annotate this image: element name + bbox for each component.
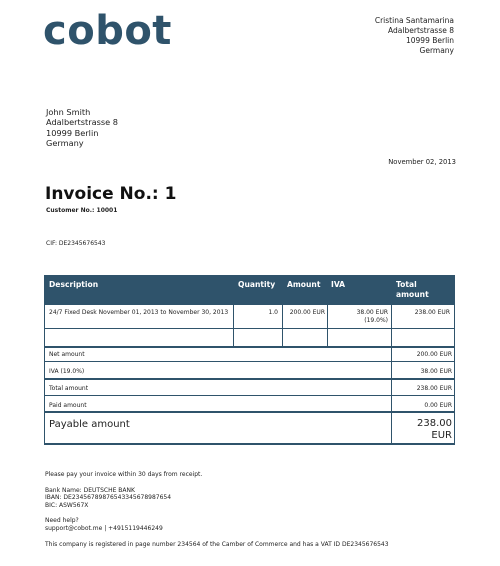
net-amount-value: 200.00 EUR: [416, 351, 452, 358]
item-amount: 200.00 EUR: [289, 309, 325, 316]
paid-amount-value: 0.00 EUR: [424, 402, 452, 409]
table-border: [282, 305, 283, 347]
total-amount-value: 238.00 EUR: [416, 385, 452, 392]
paid-amount-label: Paid amount: [49, 402, 87, 409]
recipient-city: 10999 Berlin: [46, 127, 99, 138]
item-total: 238.00 EUR: [414, 309, 450, 316]
table-border: [44, 443, 455, 445]
table-border: [44, 305, 45, 347]
payable-amount-value: 238.00 EUR: [417, 418, 452, 441]
recipient-country: Germany: [46, 137, 84, 148]
header-description: Description: [49, 280, 99, 289]
sender-address: [375, 16, 454, 56]
sender-city: 10999 Berlin: [405, 36, 454, 45]
table-header: [44, 275, 455, 305]
header-quantity: Quantity: [238, 280, 276, 289]
table-border: [44, 395, 455, 396]
header-iva: IVA: [331, 280, 346, 289]
sender-country: Germany: [419, 46, 454, 55]
table-border: [44, 328, 455, 329]
sender-street: Adalbertstrasse 8: [388, 26, 454, 35]
table-border: [44, 346, 455, 348]
invoice-title: Invoice No.: 1: [45, 184, 177, 204]
header-amount: Amount: [287, 280, 321, 289]
cif-number: CIF: DE2345676543: [46, 240, 106, 247]
table-border: [391, 305, 392, 347]
recipient-name: John Smith: [46, 107, 91, 117]
support-contact: support@cobot.me | +4915119446249: [45, 524, 163, 532]
iva-value: 38.00 EUR: [420, 368, 452, 375]
recipient-address: [46, 107, 118, 148]
invoice-footer: [45, 471, 389, 548]
recipient-street: Adalbertstrasse 8: [46, 117, 118, 128]
header-total: Total amount: [396, 280, 429, 299]
customer-number: Customer No.: 10001: [46, 207, 118, 214]
bank-name: Bank Name: DEUTSCHE BANK: [45, 486, 135, 494]
table-border: [44, 361, 455, 362]
iban: IBAN: DE2345678987654334567898765​4: [45, 494, 172, 502]
payable-amount-label: Payable amount: [49, 419, 130, 430]
iva-label: IVA (19.0%): [49, 368, 85, 375]
invoice-table: [44, 275, 455, 445]
table-border: [233, 305, 234, 347]
item-description: 24/7 Fixed Desk November 01, 2013 to November 30, 2013: [49, 309, 229, 316]
item-quantity: 1.0: [268, 309, 278, 316]
table-border: [327, 305, 328, 347]
help-text: Need help?: [45, 517, 79, 525]
table-border: [454, 305, 455, 445]
table-border: [44, 378, 455, 380]
table-border: [44, 411, 455, 413]
company-logo: cobot: [43, 8, 172, 54]
payment-note: Please pay your invoice within 30 days from receipt.: [45, 471, 203, 478]
invoice-date: November 02, 2013: [388, 158, 456, 166]
total-amount-label: Total amount: [49, 385, 89, 392]
sender-name: Cristina Santamarina: [374, 16, 454, 25]
registration-note: This company is registered in page number 234564 of the Camber of Commerce and has a VAT ID DE2345676543: [45, 540, 389, 548]
item-iva: 38.00 EUR (19.0%): [356, 309, 388, 324]
bic: BIC: ASW567X: [45, 501, 89, 509]
net-amount-label: Net amount: [49, 351, 85, 358]
